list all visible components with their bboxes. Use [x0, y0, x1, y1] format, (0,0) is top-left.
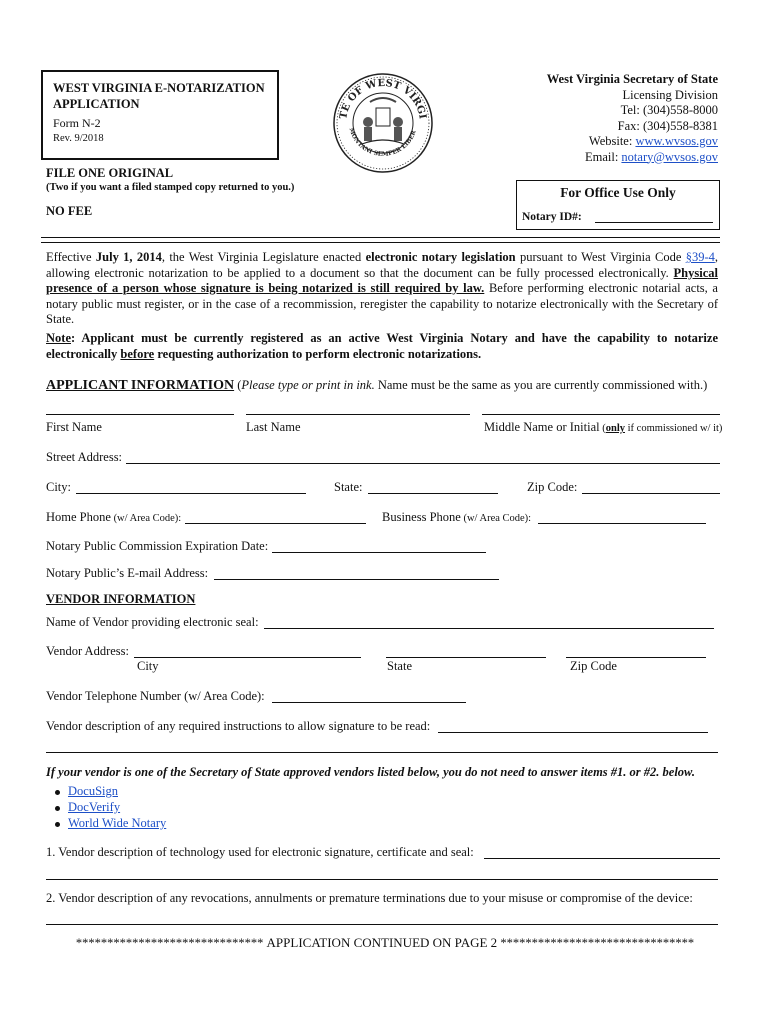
- vendor-address-label: Vendor Address:: [46, 644, 129, 658]
- telephone: Tel: (304)558-8000: [620, 103, 718, 117]
- business-phone-label: [382, 510, 531, 525]
- applicant-instruction: (: [234, 378, 242, 392]
- file-one-original: FILE ONE ORIGINAL: [46, 166, 174, 180]
- expiration-field[interactable]: [272, 552, 486, 553]
- item1-field-2[interactable]: [46, 879, 718, 880]
- vendor-instructions-label: Vendor description of any required instructions to allow signature to be read:: [46, 719, 431, 733]
- intro-text: , the West Virginia Legislature enacted: [161, 250, 366, 264]
- form-title-line2: APPLICATION: [53, 97, 140, 111]
- vendor-name-label: Name of Vendor providing electronic seal:: [46, 615, 259, 629]
- bullet-icon: [55, 790, 60, 795]
- approved-vendor-item: [55, 784, 118, 799]
- agency-contact: [547, 72, 718, 165]
- intro-text: Effective: [46, 250, 96, 264]
- home-phone-note: (w/ Area Code):: [110, 513, 182, 524]
- svg-text:STATE OF WEST VIRGINIA: [332, 72, 428, 120]
- middle-name-note: (: [599, 423, 606, 434]
- item2-field[interactable]: [46, 924, 718, 925]
- notary-id-field[interactable]: [595, 222, 713, 223]
- form-number: Form N-2: [53, 116, 101, 130]
- notary-email-field[interactable]: [214, 579, 499, 580]
- item1-field[interactable]: [484, 858, 720, 859]
- vendor-link-world-wide-notary[interactable]: World Wide Notary: [68, 816, 167, 830]
- intro-paragraph: [46, 250, 718, 328]
- note-paragraph: [46, 331, 718, 362]
- applicant-instruction: Name must be the same as you are currently commissioned with.): [374, 378, 708, 392]
- applicant-section: [46, 378, 707, 394]
- notary-email-label: Notary Public’s E-mail Address:: [46, 566, 209, 580]
- home-phone-text: Home Phone: [46, 510, 111, 524]
- intro-text: pursuant to West Virginia Code: [515, 250, 686, 264]
- street-address-field[interactable]: [126, 463, 720, 464]
- division: Licensing Division: [622, 87, 718, 102]
- presence-requirement: Physical presence of a person whose signature is being notarized is still required by law.: [46, 265, 718, 295]
- bullet-icon: [55, 822, 60, 827]
- city-field[interactable]: [76, 493, 306, 494]
- vendor-heading: VENDOR INFORMATION: [46, 592, 196, 606]
- bullet-icon: [55, 806, 60, 811]
- note-before: before: [120, 346, 155, 361]
- email-link[interactable]: notary@wvsos.gov: [621, 149, 718, 164]
- intro-text: , allowing electronic notarization to be applied to a document so that the document can be fully processed electronically.: [46, 250, 718, 280]
- legislation-name: electronic notary legislation: [365, 250, 516, 264]
- zip-field[interactable]: [582, 493, 720, 494]
- no-fee: NO FEE: [46, 204, 93, 218]
- effective-date: July 1, 2014: [95, 250, 162, 264]
- street-address-label: Street Address:: [46, 450, 123, 464]
- vendor-instructions-field-2[interactable]: [46, 752, 718, 753]
- stars-right: *******************************: [500, 936, 695, 950]
- email-row: [547, 150, 718, 166]
- applicant-heading: APPLICANT INFORMATION: [46, 378, 235, 393]
- state-field[interactable]: [368, 493, 498, 494]
- approved-vendor-item: [55, 816, 166, 831]
- agency-name: West Virginia Secretary of State: [546, 72, 718, 86]
- intro-text: Before performing electronic notarial acts, a notary public must register, or in the case of a recommission, reregister the capability to notarize electronically with the Secretary of State.: [46, 281, 718, 326]
- vendor-phone-field[interactable]: [272, 702, 466, 703]
- item1-label: 1. Vendor description of technology used for electronic signature, certificate and seal:: [46, 845, 474, 859]
- seal-text-top: TE OF WEST VIRGI: [338, 77, 428, 121]
- vendor-state-field[interactable]: [386, 657, 546, 658]
- continued-text: APPLICATION CONTINUED ON PAGE 2: [266, 935, 498, 950]
- last-name-field[interactable]: [246, 414, 470, 415]
- last-name-label: Last Name: [246, 420, 301, 434]
- website-link[interactable]: www.wvsos.gov: [635, 134, 718, 148]
- vendor-state-label: State: [387, 659, 412, 673]
- business-phone-note: (w/ Area Code):: [460, 513, 532, 524]
- code-link[interactable]: §39-4: [685, 250, 715, 264]
- middle-name-only: only: [605, 423, 625, 434]
- office-use-heading: For Office Use Only: [560, 185, 676, 200]
- business-phone-field[interactable]: [538, 523, 706, 524]
- note-text: : Applicant must be currently registered as an active West Virginia Notary and have the capability to notarize electronically: [46, 331, 718, 361]
- stars-left: ******************************: [75, 936, 264, 950]
- note-label: Note: [46, 331, 71, 345]
- office-use-box: [516, 180, 720, 230]
- applicant-instruction-italic: Please type or print in ink.: [241, 378, 375, 392]
- website-label: Website:: [588, 134, 636, 148]
- zip-label: Zip Code:: [527, 480, 578, 494]
- city-label: City:: [46, 480, 72, 494]
- revision-date: Rev. 9/2018: [53, 133, 104, 144]
- state-label: State:: [334, 480, 363, 494]
- form-title-line1: WEST VIRGINIA E-NOTARIZATION: [53, 81, 265, 95]
- email-label: Email:: [584, 149, 622, 164]
- vendor-instructions-field[interactable]: [438, 732, 708, 733]
- vendor-name-field[interactable]: [264, 628, 714, 629]
- business-phone-text: Business Phone: [382, 510, 461, 524]
- middle-name-note: if commissioned w/ it): [625, 423, 723, 434]
- note-text: requesting authorization to perform electronic notarizations.: [154, 346, 482, 361]
- approved-vendor-item: [55, 800, 120, 815]
- middle-name-field[interactable]: [482, 414, 720, 415]
- vendor-city-label: City: [137, 659, 159, 673]
- vendor-link-docverify[interactable]: DocVerify: [68, 800, 121, 814]
- first-name-field[interactable]: [46, 414, 234, 415]
- middle-name-text: Middle Name or Initial: [484, 420, 600, 434]
- form-title-box: [41, 70, 279, 160]
- header-divider: [41, 237, 720, 243]
- copy-instruction: (Two if you want a filed stamped copy returned to you.): [46, 182, 295, 193]
- vendor-zip-field[interactable]: [566, 657, 706, 658]
- middle-name-label: [484, 420, 722, 435]
- expiration-label: Notary Public Commission Expiration Date:: [46, 539, 269, 553]
- website-row: [547, 134, 718, 150]
- vendor-zip-label: Zip Code: [570, 659, 617, 673]
- continued-notice: [40, 935, 730, 951]
- home-phone-label: [46, 510, 181, 525]
- item2-label: 2. Vendor description of any revocations, annulments or premature terminations due to your misuse or compromise of the device:: [46, 891, 693, 905]
- first-name-label: First Name: [46, 420, 102, 434]
- state-seal-icon: [332, 72, 434, 174]
- fax: Fax: (304)558-8381: [617, 118, 718, 133]
- seal-text-bottom: MONTANI SEMPER LIBER: [347, 127, 418, 158]
- vendor-link-docusign[interactable]: DocuSign: [68, 784, 118, 798]
- home-phone-field[interactable]: [185, 523, 366, 524]
- notary-id-label: Notary ID#:: [522, 211, 582, 223]
- vendor-phone-label: Vendor Telephone Number (w/ Area Code):: [46, 689, 265, 703]
- vendor-city-field[interactable]: [134, 657, 361, 658]
- approved-vendor-note: If your vendor is one of the Secretary of State approved vendors listed below, you do not need to answer items #1. or #2. below.: [46, 765, 696, 779]
